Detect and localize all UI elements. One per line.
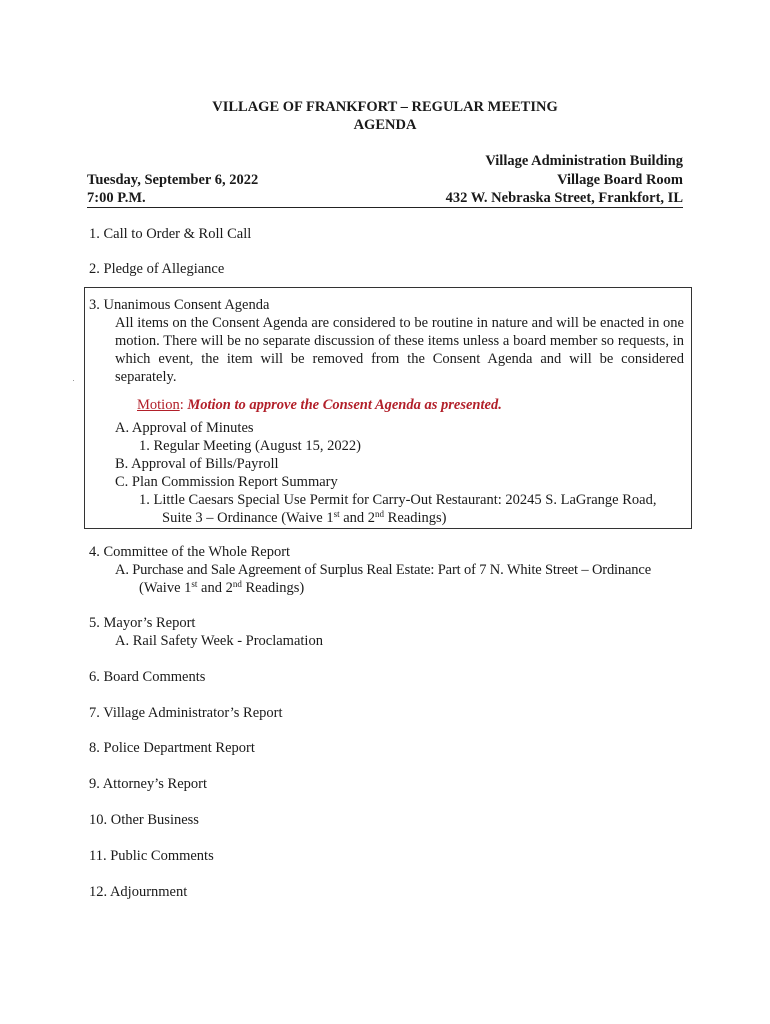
meeting-date: Tuesday, September 6, 2022 bbox=[87, 172, 259, 188]
agenda-item-12: 12. Adjournment bbox=[89, 884, 188, 900]
agenda-item-3c: C. Plan Commission Report Summary bbox=[115, 474, 338, 490]
motion-text: Motion to approve the Consent Agenda as presented. bbox=[187, 397, 502, 413]
agenda-item-8: 8. Police Department Report bbox=[89, 740, 255, 756]
document-title: VILLAGE OF FRANKFORT – REGULAR MEETING bbox=[212, 99, 558, 115]
meeting-address: 432 W. Nebraska Street, Frankfort, IL bbox=[445, 190, 683, 206]
agenda-item-4: 4. Committee of the Whole Report bbox=[89, 544, 291, 560]
agenda-item-3: 3. Unanimous Consent Agenda bbox=[89, 297, 270, 313]
agenda-item-5: 5. Mayor’s Report bbox=[89, 615, 196, 631]
meeting-room: Village Board Room bbox=[557, 172, 683, 188]
agenda-item-4a-continued: (Waive 1st and 2nd Readings) bbox=[139, 579, 305, 596]
agenda-item-3a1: 1. Regular Meeting (August 15, 2022) bbox=[139, 438, 361, 454]
consent-motion bbox=[137, 396, 502, 414]
agenda-item-3b: B. Approval of Bills/Payroll bbox=[115, 456, 279, 472]
document-subtitle: AGENDA bbox=[353, 117, 417, 133]
agenda-item-10: 10. Other Business bbox=[89, 812, 199, 828]
motion-label: Motion bbox=[137, 397, 180, 413]
agenda-item-3a: A. Approval of Minutes bbox=[115, 420, 254, 436]
scan-speck bbox=[73, 380, 74, 381]
agenda-item-5a: A. Rail Safety Week - Proclamation bbox=[115, 633, 323, 649]
agenda-item-7: 7. Village Administrator’s Report bbox=[89, 705, 283, 721]
agenda-item-3c1-continued: Suite 3 – Ordinance (Waive 1st and 2nd Readings) bbox=[162, 509, 447, 526]
meeting-time: 7:00 P.M. bbox=[87, 190, 146, 206]
agenda-item-2: 2. Pledge of Allegiance bbox=[89, 261, 225, 277]
header-rule bbox=[87, 207, 683, 208]
agenda-item-6: 6. Board Comments bbox=[89, 669, 206, 685]
consent-agenda-description: All items on the Consent Agenda are considered to be routine in nature and will be enacted in one motion. There will be no separate discussion of these items unless a board member so requests, in which event, the item will be removed from the Consent Agenda and will be considered separately. bbox=[115, 315, 684, 385]
agenda-item-9: 9. Attorney’s Report bbox=[89, 776, 208, 792]
motion-separator: : bbox=[179, 397, 188, 413]
agenda-item-3c1: 1. Little Caesars Special Use Permit for Carry-Out Restaurant: 20245 S. LaGrange Road, bbox=[139, 492, 657, 508]
agenda-item-4a: A. Purchase and Sale Agreement of Surplus Real Estate: Part of 7 N. White Street – Ordinance bbox=[115, 562, 651, 578]
meeting-building: Village Administration Building bbox=[485, 153, 683, 169]
agenda-item-1: 1. Call to Order & Roll Call bbox=[89, 226, 252, 242]
agenda-item-11: 11. Public Comments bbox=[89, 848, 214, 864]
